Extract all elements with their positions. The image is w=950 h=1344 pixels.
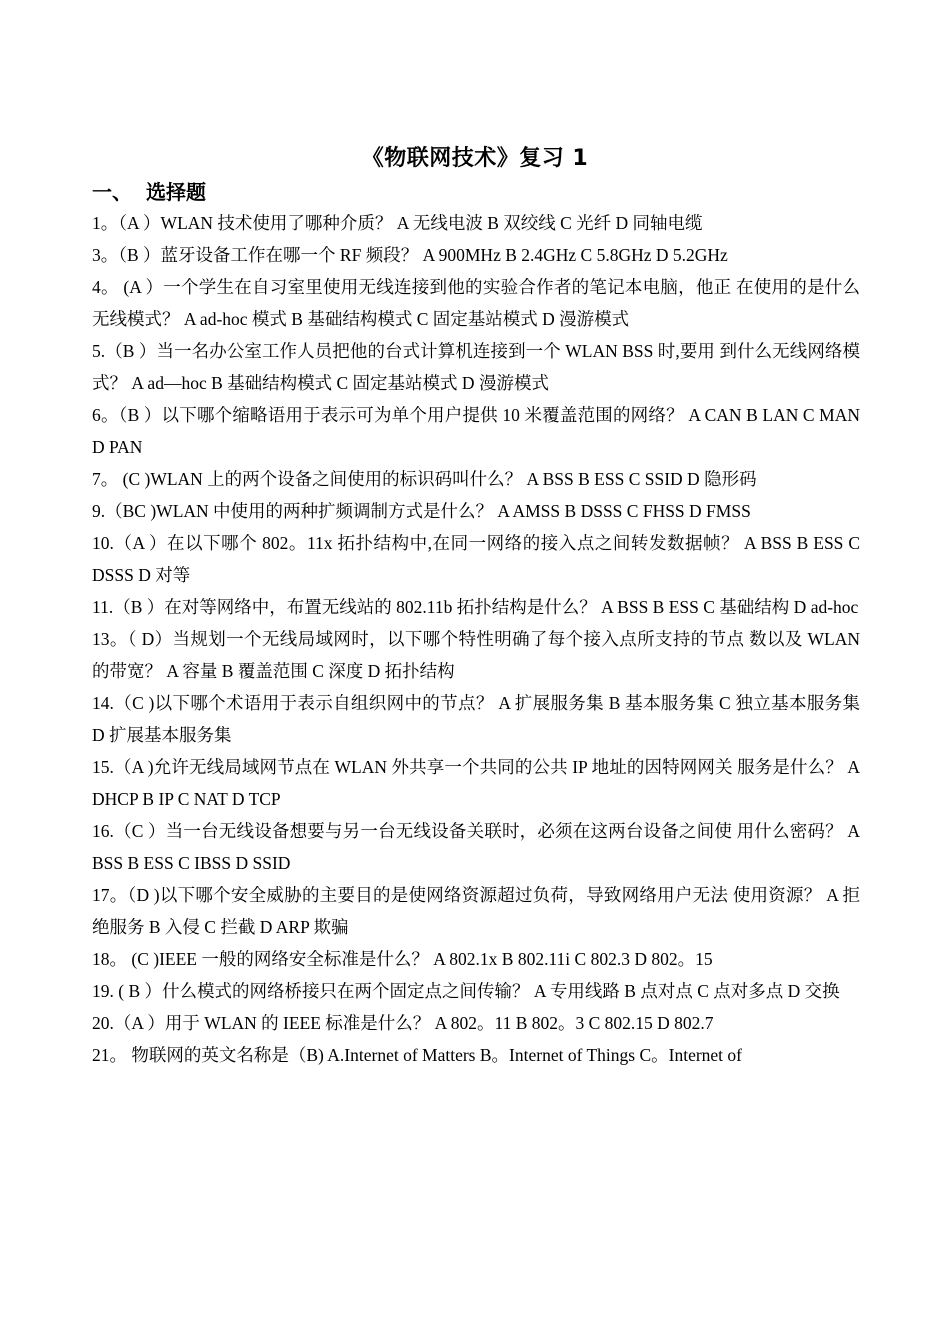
question-item: 4。 (A ）一个学生在自习室里使用无线连接到他的实验合作者的笔记本电脑，他正 在使用的是什么无线模式？ A ad-hoc 模式 B 基础结构模式 C 固定基站模式 D 漫游模式 bbox=[92, 277, 860, 329]
section-heading bbox=[92, 177, 206, 207]
question-item: 13。（ D）当规划一个无线局域网时，以下哪个特性明确了每个接入点所支持的节点 数以及 WLAN 的带宽？ A 容量 B 覆盖范围 C 深度 D 拓扑结构 bbox=[92, 629, 860, 681]
question-item: 7。 (C )WLAN 上的两个设备之间使用的标识码叫什么？ A BSS B ESS C SSID D 隐形码 bbox=[92, 469, 757, 489]
question-item: 6。（B ）以下哪个缩略语用于表示可为单个用户提供 10 米覆盖范围的网络？ A CAN B LAN C MAN D PAN bbox=[92, 405, 860, 457]
document-title: 《物联网技术》复习 1 bbox=[361, 146, 589, 171]
question-item: 10.（A ）在以下哪个 802。11x 拓扑结构中,在同一网络的接入点之间转发数据帧？ A BSS B ESS C DSSS D 对等 bbox=[92, 533, 860, 585]
question-item: 9.（BC )WLAN 中使用的两种扩频调制方式是什么？ A AMSS B DSSS C FHSS D FMSS bbox=[92, 501, 751, 521]
question-item: 3。（B ）蓝牙设备工作在哪一个 RF 频段？ A 900MHz B 2.4GHz C 5.8GHz D 5.2GHz bbox=[92, 245, 728, 265]
question-item: 11.（B ）在对等网络中，布置无线站的 802.11b 拓扑结构是什么？ A BSS B ESS C 基础结构 D ad-hoc bbox=[92, 597, 859, 617]
section-title: 选择题 bbox=[146, 180, 206, 204]
question-item: 16.（C ）当一台无线设备想要与另一台无线设备关联时，必须在这两台设备之间使 用什么密码？ A BSS B ESS C IBSS D SSID bbox=[92, 821, 860, 873]
question-item: 18。 (C )IEEE 一般的网络安全标准是什么？ A 802.1x B 802.11i C 802.3 D 802。15 bbox=[92, 949, 713, 969]
question-item: 17。（D )以下哪个安全威胁的主要目的是使网络资源超过负荷，导致网络用户无法 使用资源？ A 拒绝服务 B 入侵 C 拦截 D ARP 欺骗 bbox=[92, 885, 860, 937]
question-item: 21。 物联网的英文名称是（B) A.Internet of Matters B。Internet of Things C。Internet of bbox=[92, 1045, 742, 1065]
question-item: 14.（C )以下哪个术语用于表示自组织网中的节点？ A 扩展服务集 B 基本服务集 C 独立基本服务集 D 扩展基本服务集 bbox=[92, 693, 860, 745]
section-number: 一、 bbox=[92, 180, 132, 204]
question-item: 20.（A ）用于 WLAN 的 IEEE 标准是什么？ A 802。11 B 802。3 C 802.15 D 802.7 bbox=[92, 1013, 714, 1033]
question-item: 19. ( B ）什么模式的网络桥接只在两个固定点之间传输？ A 专用线路 B 点对点 C 点对多点 D 交换 bbox=[92, 981, 840, 1001]
question-item: 15.（A )允许无线局域网节点在 WLAN 外共享一个共同的公共 IP 地址的因特网网关 服务是什么？ A DHCP B IP C NAT D TCP bbox=[92, 757, 860, 809]
question-item: 5.（B ）当一名办公室工作人员把他的台式计算机连接到一个 WLAN BSS 时,要用 到什么无线网络模式？ A ad—hoc B 基础结构模式 C 固定基站模式 D 漫游模式 bbox=[92, 341, 860, 393]
question-item: 1。（A ）WLAN 技术使用了哪种介质？ A 无线电波 B 双绞线 C 光纤 D 同轴电缆 bbox=[92, 213, 703, 233]
question-list bbox=[92, 207, 860, 1071]
